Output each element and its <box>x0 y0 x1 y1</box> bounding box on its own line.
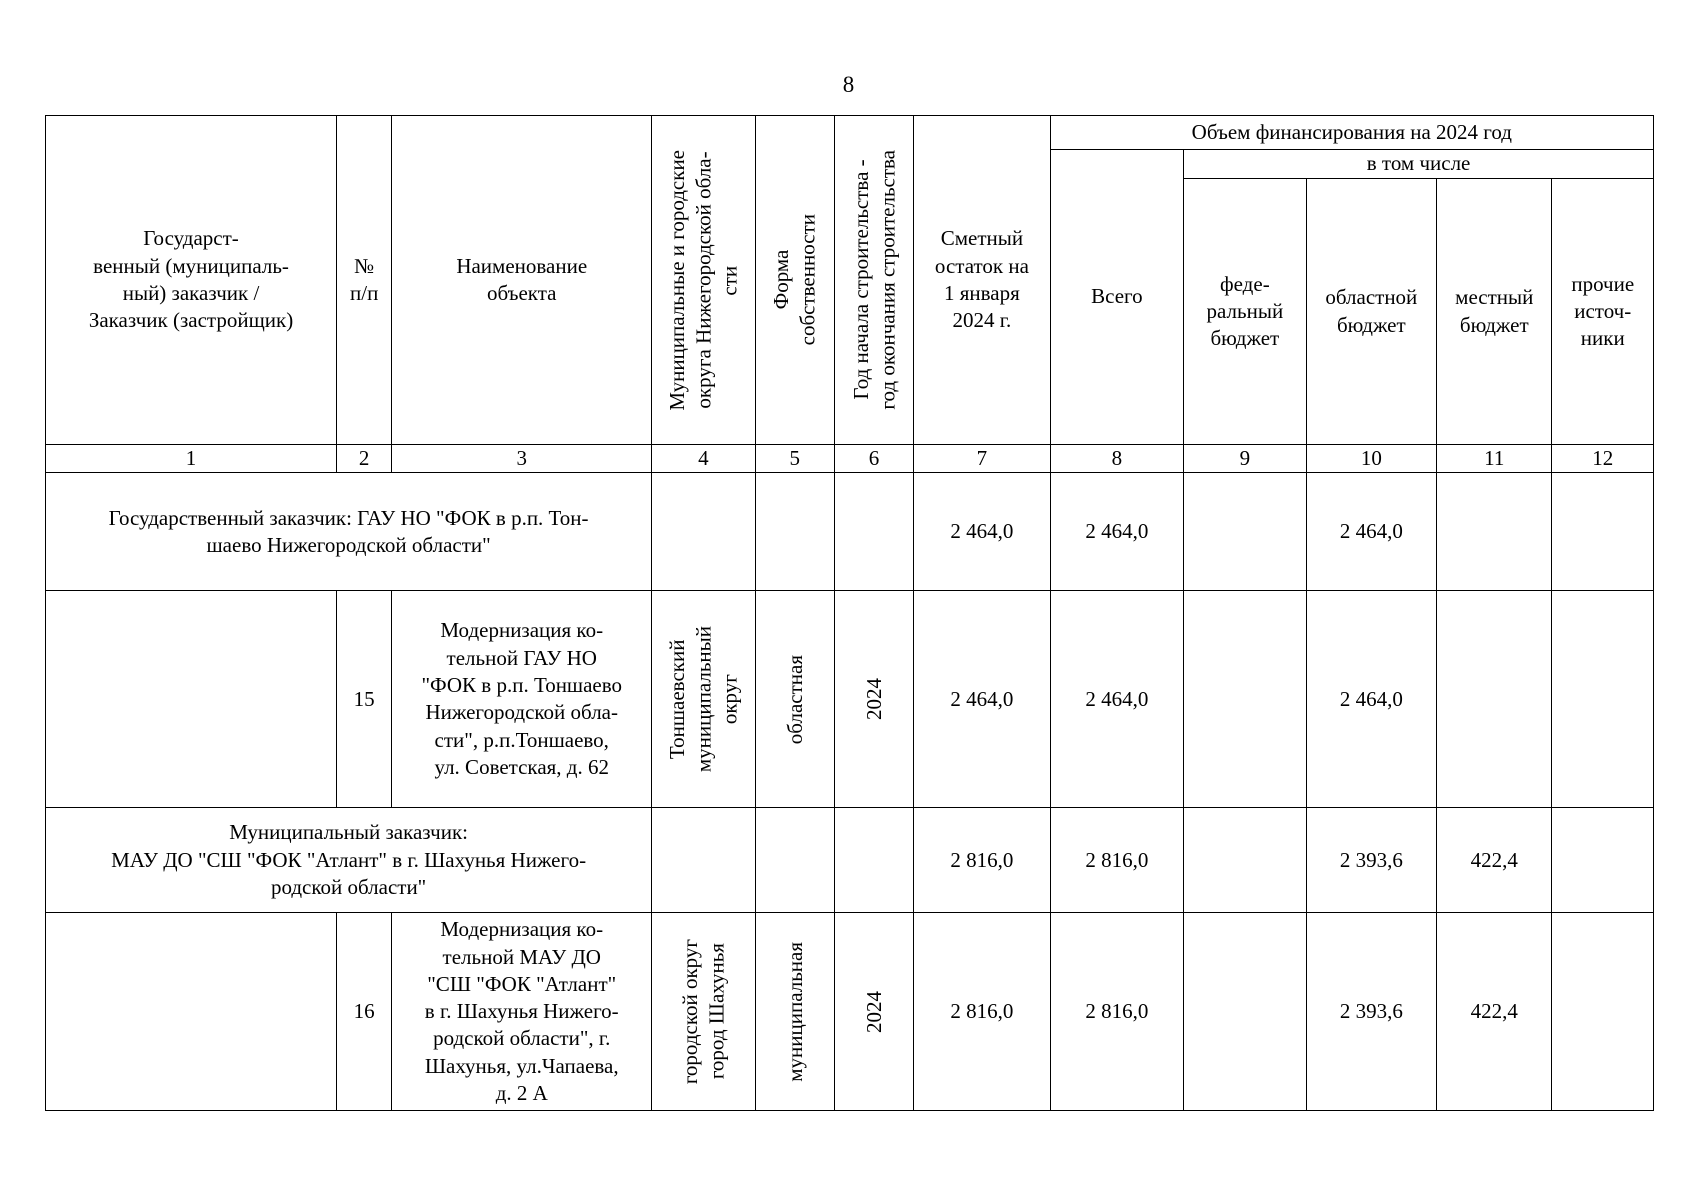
header-row-1 <box>46 116 1654 150</box>
regional-cell: 2 464,0 <box>1306 591 1436 808</box>
other-cell <box>1552 473 1654 591</box>
total-cell: 2 464,0 <box>1050 591 1183 808</box>
table-row-object-16 <box>46 913 1654 1111</box>
federal-cell <box>1184 591 1306 808</box>
column-number: 5 <box>755 445 834 473</box>
header-ownership: Форма собственности <box>755 116 834 445</box>
column-number: 2 <box>337 445 392 473</box>
local-cell <box>1437 591 1552 808</box>
column-number-row <box>46 445 1654 473</box>
column-number: 6 <box>834 445 913 473</box>
header-regional: областной бюджет <box>1306 179 1436 445</box>
estimate-cell: 2 464,0 <box>914 591 1051 808</box>
municipality-cell: Тоншаевский муниципальный округ <box>652 591 755 808</box>
header-local: местный бюджет <box>1437 179 1552 445</box>
total-cell: 2 464,0 <box>1050 473 1183 591</box>
header-federal: феде- ральный бюджет <box>1184 179 1306 445</box>
page-number: 8 <box>842 72 855 97</box>
column-number: 1 <box>46 445 337 473</box>
ownership-cell <box>755 808 834 913</box>
federal-cell <box>1184 808 1306 913</box>
header-including: в том числе <box>1184 150 1654 179</box>
regional-cell: 2 393,6 <box>1306 913 1436 1111</box>
num-cell: 15 <box>337 591 392 808</box>
customer-cell <box>46 591 337 808</box>
column-number: 7 <box>914 445 1051 473</box>
column-number: 12 <box>1552 445 1654 473</box>
column-number: 8 <box>1050 445 1183 473</box>
object-name-cell: Модернизация ко- тельной ГАУ НО "ФОК в р.п. Тоншаево Нижегородской обла- сти", р.п.Тоншаево, ул. Советская, д. 62 <box>392 591 652 808</box>
column-number: 9 <box>1184 445 1306 473</box>
total-cell: 2 816,0 <box>1050 913 1183 1111</box>
header-estimate: Сметный остаток на 1 января 2024 г. <box>914 116 1051 445</box>
estimate-cell: 2 816,0 <box>914 808 1051 913</box>
municipality-cell <box>652 473 755 591</box>
header-municipality: Муниципальные и городские округа Нижегородской обла- сти <box>652 116 755 445</box>
object-name-cell: Модернизация ко- тельной МАУ ДО "СШ "ФОК "Атлант" в г. Шахунья Нижего- родской области", г. Шахунья, ул.Чапаева, д. 2 А <box>392 913 652 1111</box>
header-financing: Объем финансирования на 2024 год <box>1050 116 1653 150</box>
header-years: Год начала строительства - год окончания строительства <box>834 116 913 445</box>
customer-cell <box>46 913 337 1111</box>
years-cell: 2024 <box>834 913 913 1111</box>
other-cell <box>1552 913 1654 1111</box>
customer-cell: Государственный заказчик: ГАУ НО "ФОК в р.п. Тон- шаево Нижегородской области" <box>46 473 652 591</box>
table-row-customer-1 <box>46 473 1654 591</box>
other-cell <box>1552 808 1654 913</box>
column-number: 11 <box>1437 445 1552 473</box>
other-cell <box>1552 591 1654 808</box>
customer-cell: Муниципальный заказчик: МАУ ДО "СШ "ФОК "Атлант" в г. Шахунья Нижего- родской области" <box>46 808 652 913</box>
regional-cell: 2 464,0 <box>1306 473 1436 591</box>
num-cell: 16 <box>337 913 392 1111</box>
federal-cell <box>1184 473 1306 591</box>
local-cell: 422,4 <box>1437 913 1552 1111</box>
header-total: Всего <box>1050 150 1183 445</box>
regional-cell: 2 393,6 <box>1306 808 1436 913</box>
table-row-object-15 <box>46 591 1654 808</box>
ownership-cell <box>755 473 834 591</box>
municipality-cell <box>652 808 755 913</box>
header-customer: Государст- венный (муниципаль- ный) заказчик / Заказчик (застройщик) <box>46 116 337 445</box>
ownership-cell: муниципальная <box>755 913 834 1111</box>
table-row-customer-2 <box>46 808 1654 913</box>
local-cell: 422,4 <box>1437 808 1552 913</box>
header-other: прочие источ- ники <box>1552 179 1654 445</box>
estimate-cell: 2 816,0 <box>914 913 1051 1111</box>
ownership-cell: областная <box>755 591 834 808</box>
years-cell <box>834 473 913 591</box>
column-number: 3 <box>392 445 652 473</box>
years-cell: 2024 <box>834 591 913 808</box>
local-cell <box>1437 473 1552 591</box>
header-num: № п/п <box>337 116 392 445</box>
estimate-cell: 2 464,0 <box>914 473 1051 591</box>
total-cell: 2 816,0 <box>1050 808 1183 913</box>
column-number: 10 <box>1306 445 1436 473</box>
federal-cell <box>1184 913 1306 1111</box>
column-number: 4 <box>652 445 755 473</box>
municipality-cell: городской округ город Шахунья <box>652 913 755 1111</box>
header-object-name: Наименование объекта <box>392 116 652 445</box>
financing-table <box>45 115 1654 1111</box>
years-cell <box>834 808 913 913</box>
